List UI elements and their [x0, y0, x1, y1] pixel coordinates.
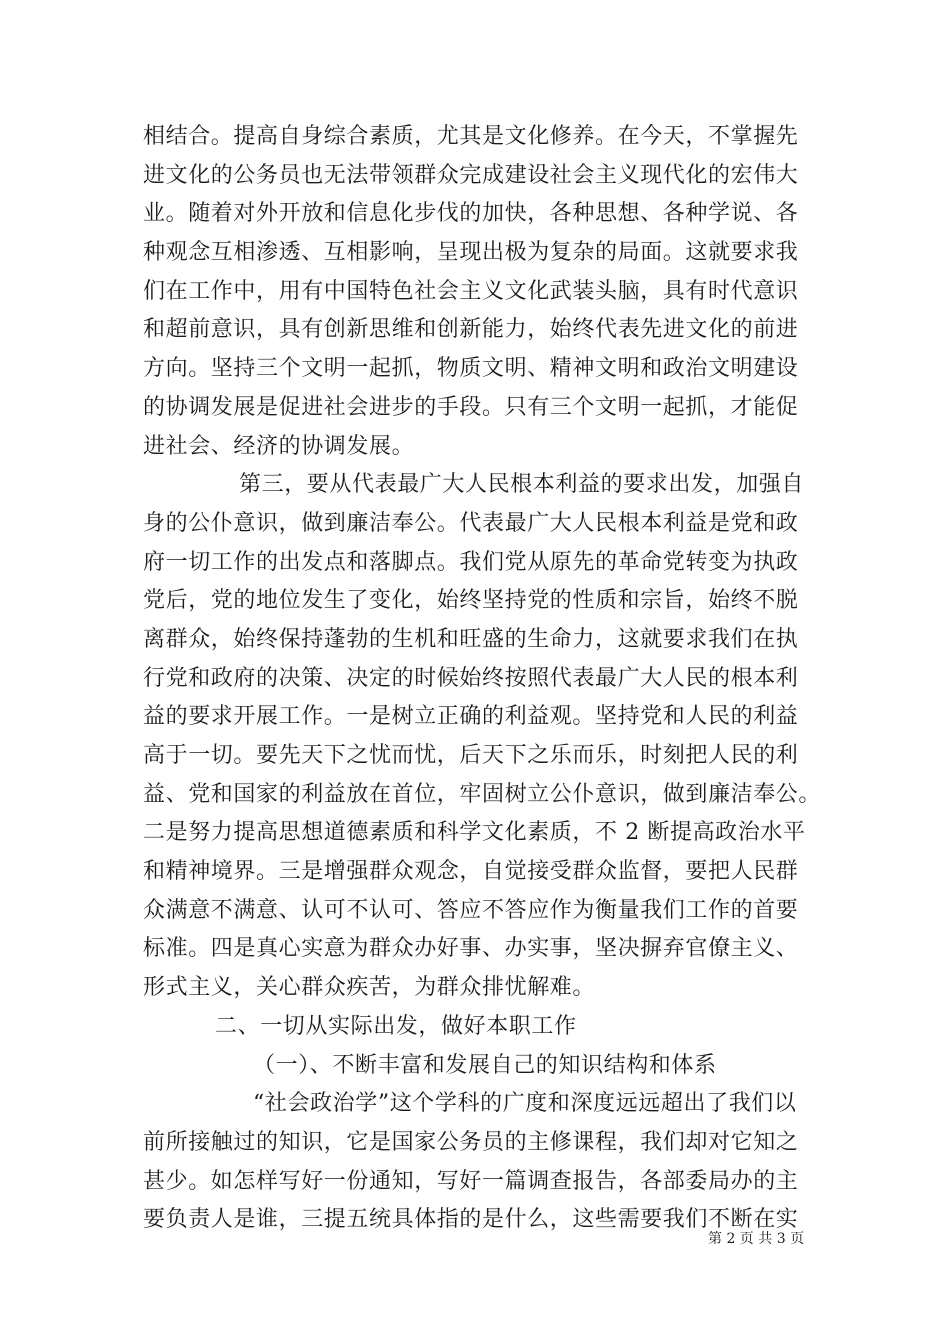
text-line: 进文化的公务员也无法带领群众完成建设社会主义现代化的宏伟大: [143, 162, 799, 188]
text-line: 要负责人是谁，三提五统具体指的是什么，这些需要我们不断在实: [143, 1207, 799, 1233]
text-line: 甚少。如怎样写好一份通知，写好一篇调查报告，各部委局办的主: [143, 1168, 799, 1194]
text-line: 益、党和国家的利益放在首位，牢固树立公仆意识，做到廉洁奉公。: [143, 781, 822, 807]
text-line: 益的要求开展工作。一是树立正确的利益观。坚持党和人民的利益: [143, 704, 799, 730]
text-line: 的协调发展是促进社会进步的手段。只有三个文明一起抓，才能促: [143, 394, 799, 420]
text-line: 和超前意识，具有创新思维和创新能力，始终代表先进文化的前进: [143, 317, 799, 343]
text-line: 标准。四是真心实意为群众办好事、办实事，坚决摒弃官僚主义、: [143, 936, 799, 962]
text-line: 身的公仆意识，做到廉洁奉公。代表最广大人民根本利益是党和政: [143, 510, 799, 536]
text-line: 党后，党的地位发生了变化，始终坚持党的性质和宗旨，始终不脱: [143, 588, 799, 614]
text-line: 前所接触过的知识，它是国家公务员的主修课程，我们却对它知之: [143, 1129, 799, 1155]
text-line: 高于一切。要先天下之忧而忧，后天下之乐而乐，时刻把人民的利: [143, 743, 799, 768]
text-line: 行党和政府的决策、决定的时候始终按照代表最广大人民的根本利: [143, 665, 799, 691]
section-heading: 二、一切从实际出发，做好本职工作: [215, 1013, 577, 1039]
text-line: 形式主义，关心群众疾苦，为群众排忧解难。: [143, 975, 596, 1001]
text-line: 进社会、经济的协调发展。: [143, 433, 415, 459]
page-number-footer: 第 2 页 共 3 页: [708, 1231, 805, 1247]
paragraph-start-line: “社会政治学”这个学科的广度和深度远远超出了我们以: [253, 1091, 797, 1117]
text-line: 业。随着对外开放和信息化步伐的加快，各种思想、各种学说、各: [143, 201, 799, 227]
text-line: 离群众，始终保持蓬勃的生机和旺盛的生命力，这就要求我们在执: [143, 626, 799, 652]
text-line: 相结合。提高自身综合素质，尤其是文化修养。在今天，不掌握先: [143, 124, 799, 149]
subsection-heading: （一）、不断丰富和发展自己的知识结构和体系: [253, 1052, 717, 1078]
text-line: 和精神境界。三是增强群众观念，自觉接受群众监督，要把人民群: [143, 859, 799, 885]
text-line: 二是努力提高思想道德素质和科学文化素质，不 2 断提高政治水平: [143, 820, 806, 846]
text-line: 府一切工作的出发点和落脚点。我们党从原先的革命党转变为执政: [143, 549, 799, 575]
text-line: 方向。坚持三个文明一起抓，物质文明、精神文明和政治文明建设: [143, 356, 799, 382]
text-line: 众满意不满意、认可不认可、答应不答应作为衡量我们工作的首要: [143, 897, 799, 923]
document-body: [143, 118, 823, 1240]
paragraph-start-line: 第三，要从代表最广大人民根本利益的要求出发，加强自: [239, 472, 805, 498]
text-line: 种观念互相渗透、互相影响，呈现出极为复杂的局面。这就要求我: [143, 240, 799, 266]
text-line: 们在工作中，用有中国特色社会主义文化武装头脑，具有时代意识: [143, 278, 799, 304]
